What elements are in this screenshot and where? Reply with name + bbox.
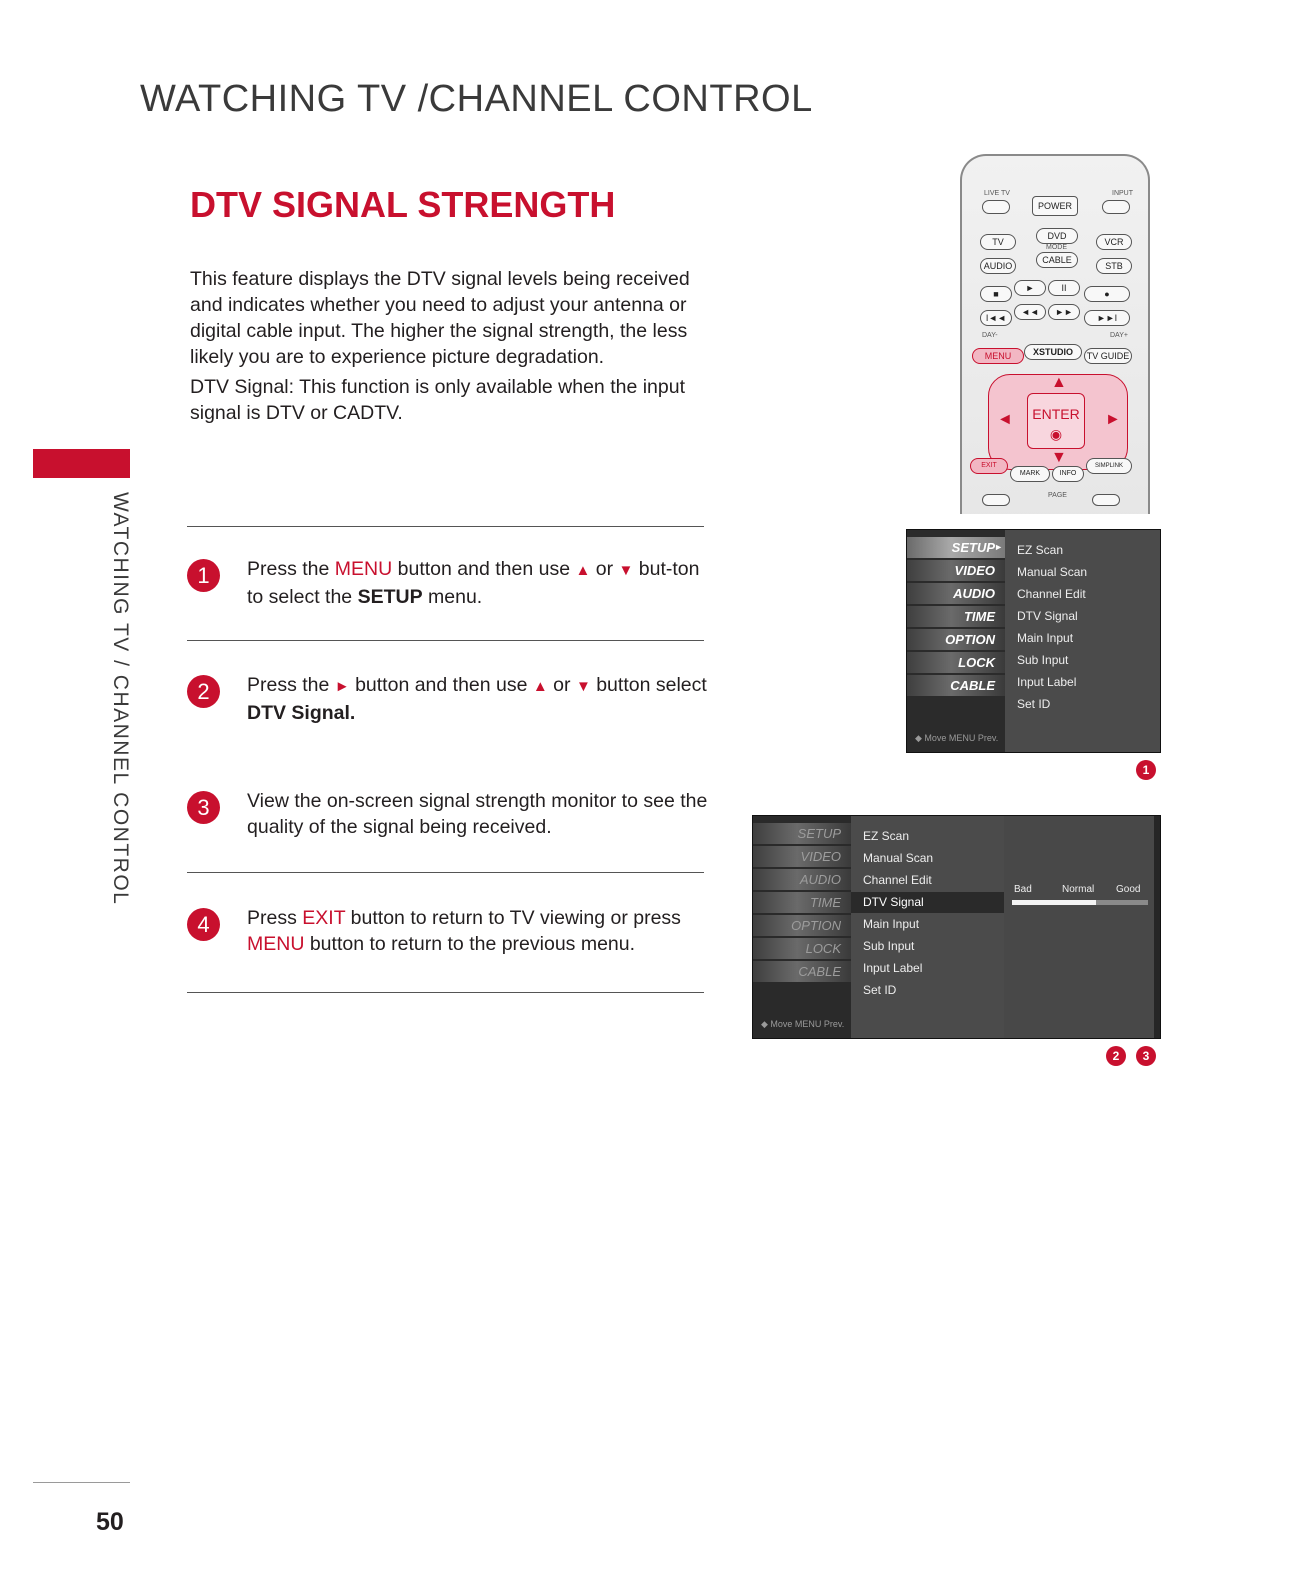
mode-label: MODE [1046, 244, 1067, 251]
step-number: 2 [187, 675, 220, 708]
osd-setup-menu [906, 529, 1161, 753]
vcr-mode-button[interactable]: VCR [1096, 234, 1132, 250]
osd-category-video[interactable]: VIDEO [907, 560, 1005, 581]
intro-note [190, 374, 720, 426]
nav-down-button[interactable]: ▼ [1051, 449, 1067, 466]
page-left-button[interactable] [982, 494, 1010, 506]
divider [187, 526, 704, 527]
osd-dtv-signal-screen [752, 815, 1161, 1039]
osd-option[interactable]: EZ Scan [1017, 543, 1064, 557]
intro-text [190, 266, 720, 430]
record-button[interactable]: ● [1084, 286, 1130, 302]
osd-option[interactable]: Set ID [1017, 697, 1051, 711]
divider [187, 872, 704, 873]
page-label: PAGE [1048, 492, 1067, 499]
step-number: 4 [187, 908, 220, 941]
osd-category-setup[interactable]: SETUP [753, 823, 851, 844]
day-minus-label: DAY- [982, 332, 998, 339]
divider [187, 640, 704, 641]
exit-button[interactable]: EXIT [970, 458, 1008, 474]
meter-label-bad: Bad [1014, 884, 1032, 895]
figure-badge-1: 1 [1136, 760, 1156, 780]
page-header-title: WATCHING TV /CHANNEL CONTROL [140, 78, 813, 120]
fast-forward-button[interactable]: ►► [1048, 304, 1080, 320]
nav-left-button[interactable]: ◄ [997, 411, 1013, 428]
simplink-button[interactable]: SIMPLINK [1086, 458, 1132, 474]
setup-keyword: SETUP [357, 586, 423, 608]
remote-illustration [960, 154, 1150, 514]
play-button[interactable]: ► [1014, 280, 1046, 296]
live-tv-label: LIVE TV [984, 190, 1010, 197]
step-text: Press the ► button and then use ▲ or ▼ button select DTV Signal. [247, 674, 707, 724]
stb-mode-button[interactable]: STB [1096, 258, 1132, 274]
osd-category-cable[interactable]: CABLE [753, 961, 851, 982]
signal-strength-fill [1012, 900, 1096, 905]
step-number: 1 [187, 559, 220, 592]
cable-mode-button[interactable]: CABLE [1036, 252, 1078, 268]
menu-keyword: MENU [247, 933, 305, 955]
chapter-tab-marker [33, 449, 130, 478]
osd-category-option[interactable]: OPTION [907, 629, 1005, 650]
down-arrow-icon: ▼ [575, 678, 591, 695]
enter-dot-icon: ◉ [1049, 426, 1063, 442]
mark-button[interactable]: MARK [1010, 466, 1050, 482]
figure-badge-2: 2 [1106, 1046, 1126, 1066]
chapter-side-label: WATCHING TV / CHANNEL CONTROL [109, 492, 132, 906]
caret-right-icon: ► [994, 542, 1003, 552]
meter-label-good: Good [1116, 884, 1141, 895]
osd-option[interactable]: DTV Signal [1017, 609, 1078, 623]
skip-back-button[interactable]: I◄◄ [980, 310, 1012, 326]
osd-option[interactable]: Main Input [863, 917, 920, 931]
power-button[interactable]: POWER [1032, 196, 1078, 216]
osd-option[interactable]: Sub Input [1017, 653, 1069, 667]
skip-forward-button[interactable]: ►►I [1084, 310, 1130, 326]
osd-option[interactable]: Channel Edit [1017, 587, 1086, 601]
osd-option-selected[interactable]: DTV Signal [851, 892, 1004, 913]
dtv-signal-keyword: DTV Signal. [247, 702, 356, 724]
osd-footer-hint: ◆ Move MENU Prev. [915, 733, 999, 743]
right-arrow-icon: ► [334, 678, 350, 695]
osd-category-cable[interactable]: CABLE [907, 675, 1005, 696]
audio-mode-button[interactable]: AUDIO [980, 258, 1016, 274]
osd-category-lock[interactable]: LOCK [907, 652, 1005, 673]
osd-option[interactable]: EZ Scan [863, 829, 910, 843]
dvd-mode-button[interactable]: DVD [1036, 228, 1078, 244]
tv-mode-button[interactable]: TV [980, 234, 1016, 250]
live-tv-button[interactable] [982, 200, 1010, 214]
nav-right-button[interactable]: ► [1105, 411, 1121, 428]
osd-option[interactable]: Input Label [1017, 675, 1077, 689]
note-text: This function is only available when the input signal is DTV or CADTV. [190, 376, 686, 424]
rewind-button[interactable]: ◄◄ [1014, 304, 1046, 320]
osd-option[interactable]: Main Input [1017, 631, 1074, 645]
up-arrow-icon: ▲ [532, 678, 548, 695]
osd-category-option[interactable]: OPTION [753, 915, 851, 936]
osd-option-list [1005, 530, 1160, 752]
step-text: View the on-screen signal strength monitor to see the quality of the signal being received. [247, 790, 708, 838]
meter-label-normal: Normal [1062, 884, 1095, 895]
input-button[interactable] [1102, 200, 1130, 214]
osd-category-column [907, 530, 1005, 752]
signal-strength-monitor [1004, 816, 1154, 1038]
page-number-rule [33, 1482, 130, 1483]
signal-strength-bar [1012, 900, 1148, 905]
section-title: DTV SIGNAL STRENGTH [190, 184, 616, 225]
osd-category-video[interactable]: VIDEO [753, 846, 851, 867]
xstudio-button[interactable]: XSTUDIO [1024, 344, 1082, 360]
osd-option-list [851, 816, 1004, 1038]
osd-category-setup[interactable]: SETUP ► [907, 537, 1005, 558]
down-arrow-icon: ▼ [618, 562, 634, 579]
osd-option[interactable]: Sub Input [863, 939, 915, 953]
stop-button[interactable]: ■ [980, 286, 1012, 302]
osd-category-audio[interactable]: AUDIO [907, 583, 1005, 604]
divider [187, 992, 704, 993]
step-text: Press EXIT button to return to TV viewing or press MENU button to return to the previous menu. [247, 907, 681, 955]
osd-category-lock[interactable]: LOCK [753, 938, 851, 959]
pause-button[interactable]: II [1048, 280, 1080, 296]
day-plus-label: DAY+ [1110, 332, 1128, 339]
osd-option[interactable]: Manual Scan [1017, 565, 1088, 579]
menu-button[interactable]: MENU [972, 348, 1024, 364]
note-label: DTV Signal: [190, 376, 295, 398]
osd-option[interactable]: Set ID [863, 983, 897, 997]
menu-keyword: MENU [334, 558, 393, 580]
osd-category-time[interactable]: TIME [907, 606, 1005, 627]
osd-option[interactable]: Manual Scan [863, 851, 934, 865]
remote-body [960, 154, 1150, 514]
osd-option[interactable]: Channel Edit [863, 873, 932, 887]
intro-paragraph: This feature displays the DTV signal levels being received and indicates whether you need to adjust your antenna or digital cable input. The higher the signal strength, the less likely you are to experience picture degradation. [190, 268, 690, 368]
osd-category-audio[interactable]: AUDIO [753, 869, 851, 890]
enter-label: ENTER [1032, 406, 1080, 422]
navigation-pad [988, 374, 1128, 470]
up-arrow-icon: ▲ [575, 562, 591, 579]
tv-guide-button[interactable]: TV GUIDE [1084, 348, 1132, 364]
step-number: 3 [187, 791, 220, 824]
page-right-button[interactable] [1092, 494, 1120, 506]
page-number: 50 [96, 1508, 124, 1536]
input-label: INPUT [1112, 190, 1133, 197]
enter-button[interactable] [1027, 393, 1085, 449]
exit-keyword: EXIT [302, 907, 346, 929]
nav-up-button[interactable]: ▲ [1051, 374, 1067, 391]
figure-badge-3: 3 [1136, 1046, 1156, 1066]
osd-footer-hint: ◆ Move MENU Prev. [761, 1019, 845, 1029]
info-button[interactable]: INFO [1052, 466, 1084, 482]
osd-option[interactable]: Input Label [863, 961, 923, 975]
osd-category-column [753, 816, 851, 1038]
step-text: Press the MENU button and then use ▲ or ▼ but-ton to select the SETUP menu. [247, 558, 700, 608]
osd-category-time[interactable]: TIME [753, 892, 851, 913]
